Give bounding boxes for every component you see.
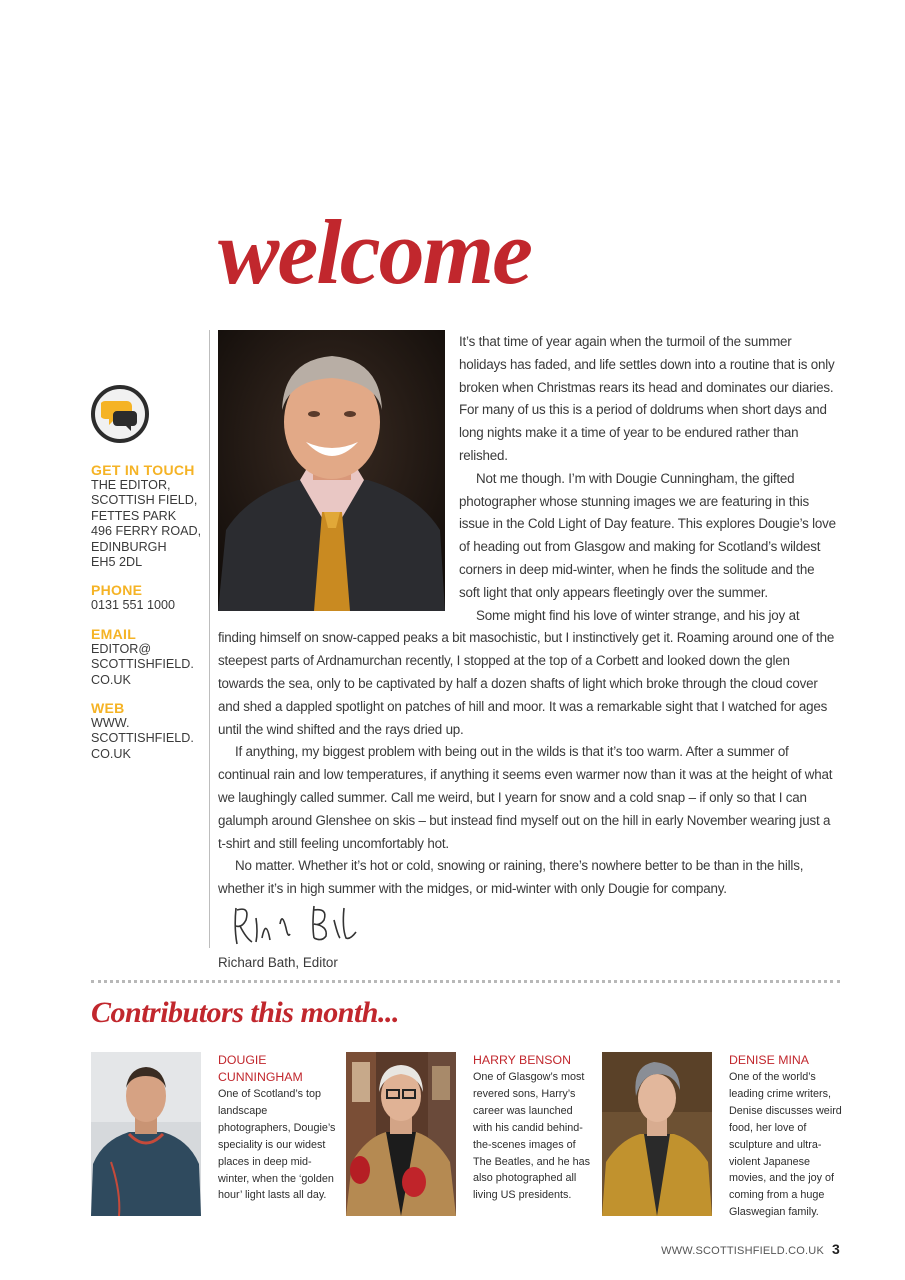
page-footer [661,1241,840,1257]
article-paragraph: It’s that time of year again when the turmoil of the summer holidays has faded, and life settles down into a routine that is only broken when Christmas rears its head and dominates our diaries. For many of us this is a period of doldrums when short days and long nights make it a time of year to be endured rather than relished. [459,334,835,463]
contributor-name: HARRY BENSON [473,1053,571,1067]
editor-address [91,478,206,570]
email-line: EDITOR@ [91,641,152,656]
contributor-name: DENISE MINA [729,1053,809,1067]
email-line: CO.UK [91,672,131,687]
web-address [91,716,206,762]
contributor-photo [602,1052,712,1216]
web-heading: WEB [91,700,125,717]
editor-byline: Richard Bath, Editor [218,955,338,970]
get-in-touch-heading: GET IN TOUCH [91,462,195,478]
article-paragraph: If anything, my biggest problem with being out in the wilds is that it’s too warm. After a summer of continual rain and low temperatures, if anything it seems even warmer now than it was at the height of what we laughingly called summer. Call me weird, but I yearn for snow and a cold snap – if only so that I can galumph around Glenshee on skis – but instead find myself out on the hill in early November wearing just a t-shirt and still feeling uncomfortably hot. [218,744,833,851]
address-line: EDINBURGH [91,539,167,554]
contributor-photo [346,1052,456,1216]
contributor-name: DOUGIE CUNNINGHAM [218,1053,303,1084]
web-line: CO.UK [91,746,131,761]
contributor-bio: One of Glasgow’s most revered sons, Harry’s career was launched with his candid behind-the-scenes images of The Beatles, and he has also photographed all living US presidents. [473,1071,591,1202]
phone-heading: PHONE [91,582,143,599]
address-line: SCOTTISH FIELD, [91,493,198,508]
address-line: EH5 2DL [91,555,143,570]
email-address [91,642,206,688]
web-line: WWW. [91,716,130,731]
page-number: 3 [832,1241,840,1257]
contact-sidebar [91,385,206,775]
email-line: SCOTTISHFIELD. [91,657,194,672]
footer-url[interactable]: WWW.SCOTTISHFIELD.CO.UK [661,1245,824,1257]
editor-signature [228,898,368,955]
address-line: THE EDITOR, [91,478,171,492]
editorial-article [218,331,838,901]
photo-float-spacer [218,331,459,626]
article-paragraph: Not me though. I’m with Dougie Cunningham, the gifted photographer whose stunning images we are featuring in this issue in the Cold Light of Day feature. This explores Dougie’s love of heading out from Glasgow and making for Scotland’s wildest corners in deep mid-winter, when he finds the solitude and the soft light that only appears fleetingly over the summer. [459,470,836,600]
article-paragraph: No matter. Whether it’s hot or cold, snowing or raining, there’s nowhere better to be than in the hills, whether it’s in high summer with the midges, or mid-winter with only Dougie for company. [218,858,804,897]
contributor-bio: One of Scotland’s top landscape photographers, Dougie’s speciality is our widest places in deep mid-winter, when the ‘golden hour’ light lasts all day. [218,1088,336,1202]
address-line: 496 FERRY ROAD, [91,524,202,539]
contributors-heading: Contributors this month... [91,996,399,1029]
contributor-bio: One of the world’s leading crime writers, Denise discusses weird food, her love of sculpture and ultra-violent Japanese movies, and the joy of coming from a huge Glaswegian family. [729,1071,842,1219]
page-title: welcome [218,201,531,303]
contributor-photo [91,1052,201,1216]
article-paragraph: Some might find his love of winter strange, and his joy at finding himself on snow-capped peaks a bit masochistic, but I instinctively get it. Roaming around one of the steepest parts of Ardnamurchan recently, I stopped at the top of a Corbett and looked down the glen towards the sea, only to be captivated by half a dozen shafts of light which broke through the cloud cover and shed a dappled spotlight on patches of hill and moor. It was a remarkable sight that I watched for ages until the wind shifted and the rays dried up. [218,607,835,737]
dotted-divider [91,980,840,983]
speech-bubbles-icon [91,385,149,443]
phone-number: 0131 551 1000 [91,598,176,613]
web-line: SCOTTISHFIELD. [91,731,194,746]
vertical-divider [209,330,210,948]
address-line: FETTES PARK [91,508,177,523]
email-heading: EMAIL [91,625,137,642]
